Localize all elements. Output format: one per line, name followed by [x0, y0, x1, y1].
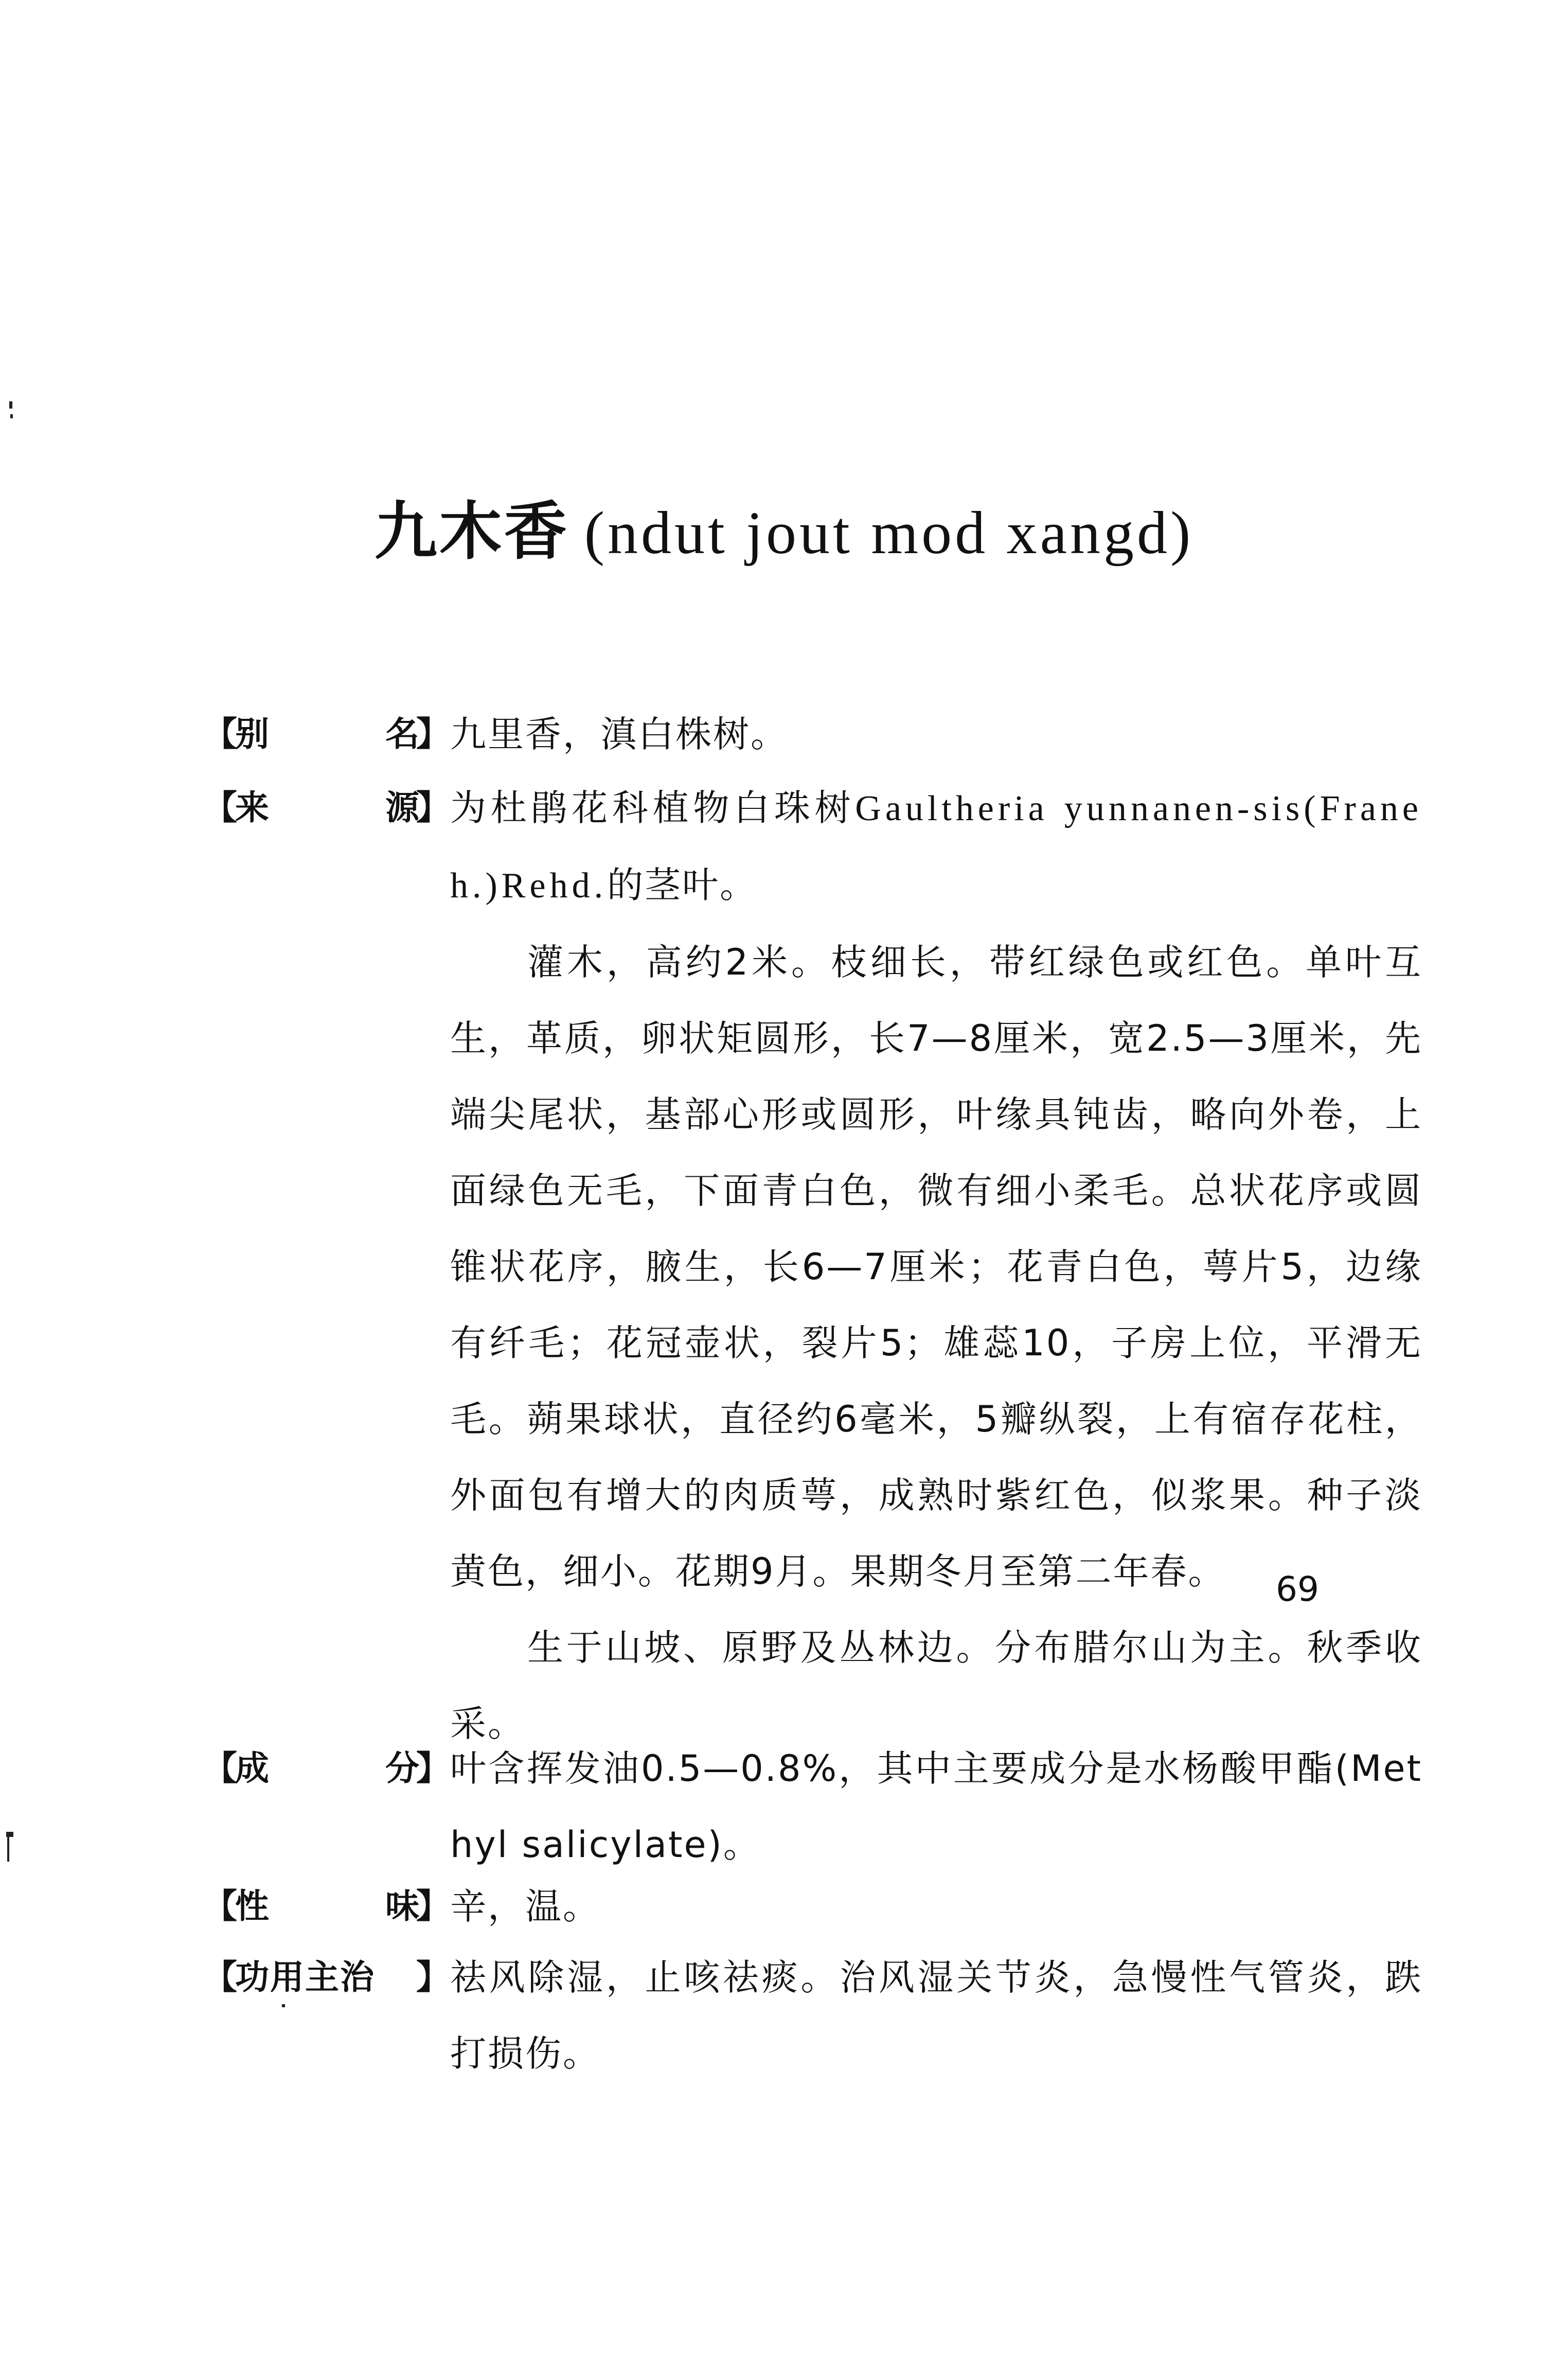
label-char-1: 来	[235, 788, 269, 827]
title-romanized: (ndut jout mod xangd)	[584, 499, 1194, 567]
label-char-1: 别	[235, 714, 269, 754]
source-origin	[450, 770, 1422, 924]
scan-speck	[9, 401, 12, 409]
source-latin-name: Gaultheria yunnanen-sis(Franeh.)Rehd.	[450, 789, 1422, 906]
source-origin-part: 的茎叶。	[607, 864, 758, 906]
label-char-2: 名	[385, 714, 419, 754]
scan-speck	[7, 1837, 9, 1862]
bracket-close: 】	[416, 1957, 450, 1997]
title-chinese: 九木香	[374, 495, 569, 568]
label-text: 功用主治	[235, 1957, 375, 1997]
bracket-open: 【	[203, 788, 237, 827]
bracket-close: 】	[416, 788, 450, 827]
label-function	[203, 1949, 450, 2006]
label-char-1: 成	[235, 1748, 269, 1788]
nature-taste-text: 辛，温。	[450, 1885, 600, 1928]
label-char-2: 味	[385, 1886, 419, 1926]
source-description: 灌木，高约2米。枝细长，带红绿色或红色。单叶互生，革质，卵状矩圆形，长7—8厘米，宽2.5—3厘米，先端尖尾状，基部心形或圆形，叶缘具钝齿，略向外卷，上面绿色无毛，下面青白色，微有细小柔毛。总状花序或圆锥状花序，腋生，长6—7厘米；花青白色，萼片5，边缘有纤毛；花冠壶状，裂片5；雄蕊10，子房上位，平滑无毛。蒴果球状，直径约6毫米，5瓣纵裂，上有宿存花柱，外面包有增大的肉质萼，成熟时紫红色，似浆果。种子淡黄色，细小。花期9月。果期冬月至第二年春。	[450, 941, 1422, 1593]
source-habitat: 生于山坡、原野及丛林边。分布腊尔山为主。秋季收采。	[450, 1627, 1422, 1745]
function-text: 祛风除湿，止咳祛痰。治风湿关节炎，急慢性气管炎，跌打损伤。	[450, 1956, 1422, 2075]
source-text	[450, 770, 1422, 1762]
alias-text: 九里香，滇白株树。	[450, 713, 788, 755]
page-title	[0, 481, 1568, 571]
bracket-close: 】	[416, 1748, 450, 1788]
source-origin-cn: 为杜鹃花科植物白珠树	[450, 787, 856, 829]
bracket-close: 】	[416, 1886, 450, 1926]
bracket-open: 【	[203, 714, 237, 754]
label-alias	[203, 706, 450, 763]
scan-speck	[282, 2004, 285, 2007]
label-nature-taste	[203, 1878, 450, 1935]
page-number: 69	[1276, 1569, 1319, 1609]
composition-text: 叶含挥发油0.5—0.8%，其中主要成分是水杨酸甲酯(Methyl salicylate)。	[450, 1747, 1422, 1866]
label-char-2: 源	[385, 788, 419, 827]
scan-speck	[6, 1832, 13, 1837]
label-composition	[203, 1740, 450, 1797]
bracket-open: 【	[203, 1748, 237, 1788]
bracket-open: 【	[203, 1886, 237, 1926]
bracket-close: 】	[416, 714, 450, 754]
label-source	[203, 780, 450, 836]
label-char-2: 分	[385, 1748, 419, 1788]
label-char-1: 性	[235, 1886, 269, 1926]
bracket-open: 【	[203, 1957, 237, 1997]
scan-speck	[10, 414, 13, 418]
